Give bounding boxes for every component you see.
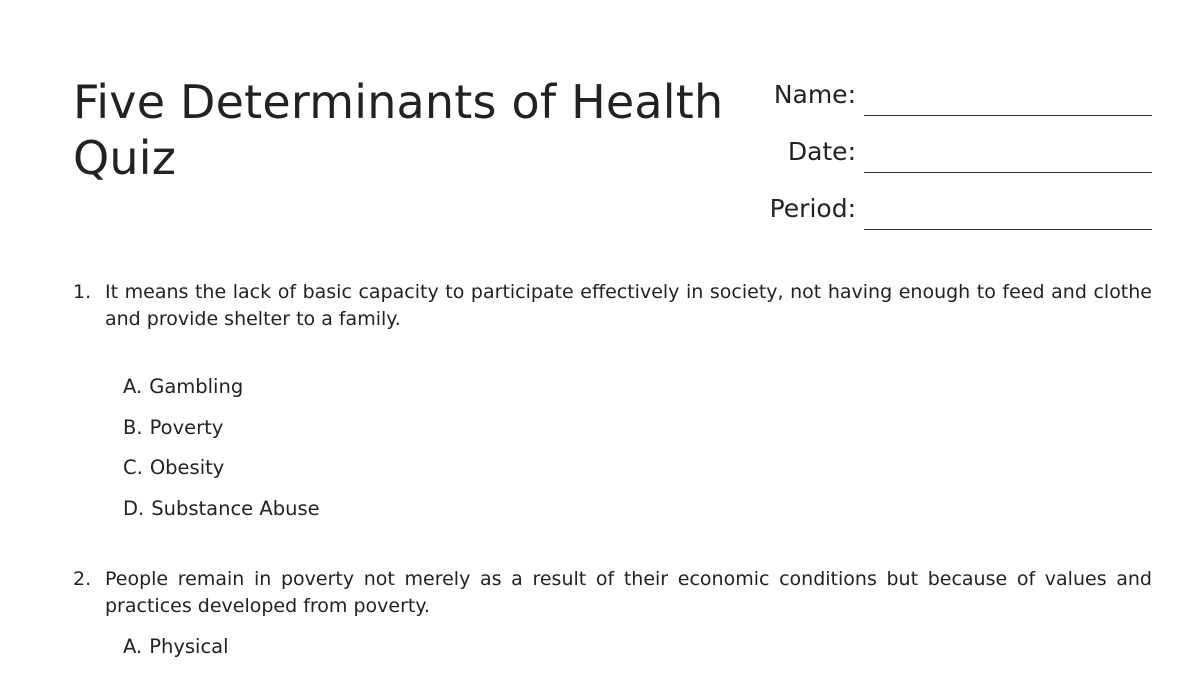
question-number: 2. <box>73 568 92 590</box>
option-text: Substance Abuse <box>151 496 320 520</box>
answer-option-d[interactable] <box>123 495 320 536</box>
option-letter: A. <box>123 635 143 658</box>
option-letter: D. <box>123 496 145 520</box>
date-field-line[interactable] <box>864 172 1152 173</box>
option-text: Gambling <box>149 375 244 398</box>
option-letter: A. <box>123 375 143 398</box>
date-field-label: Date: <box>787 137 856 166</box>
option-letter: B. <box>123 415 143 439</box>
option-text: Obesity <box>149 456 225 479</box>
answer-option-a[interactable] <box>123 373 320 414</box>
option-text: Physical <box>149 635 229 658</box>
question-text: People remain in poverty not merely as a result of their economic conditions but because of values and practices developed from poverty. <box>105 568 1152 617</box>
answer-option-c[interactable] <box>123 454 320 495</box>
name-field-label: Name: <box>773 80 856 109</box>
period-field-line[interactable] <box>864 229 1152 230</box>
name-field-line[interactable] <box>864 115 1152 116</box>
answer-option-b[interactable] <box>123 414 320 455</box>
answer-option-a[interactable] <box>123 633 229 674</box>
answer-options <box>123 633 229 674</box>
question-text: It means the lack of basic capacity to participate effectively in society, not having enough to feed and clothe and provide shelter to a family. <box>105 281 1152 330</box>
option-letter: C. <box>123 456 143 479</box>
page-title: Five Determinants of Health Quiz <box>73 75 724 185</box>
date-field[interactable] <box>740 135 1152 179</box>
option-text: Poverty <box>149 415 224 439</box>
period-field-label: Period: <box>769 194 856 223</box>
name-field[interactable] <box>740 78 1152 122</box>
question-number: 1. <box>73 281 92 303</box>
period-field[interactable] <box>740 192 1152 236</box>
answer-options <box>123 373 320 535</box>
